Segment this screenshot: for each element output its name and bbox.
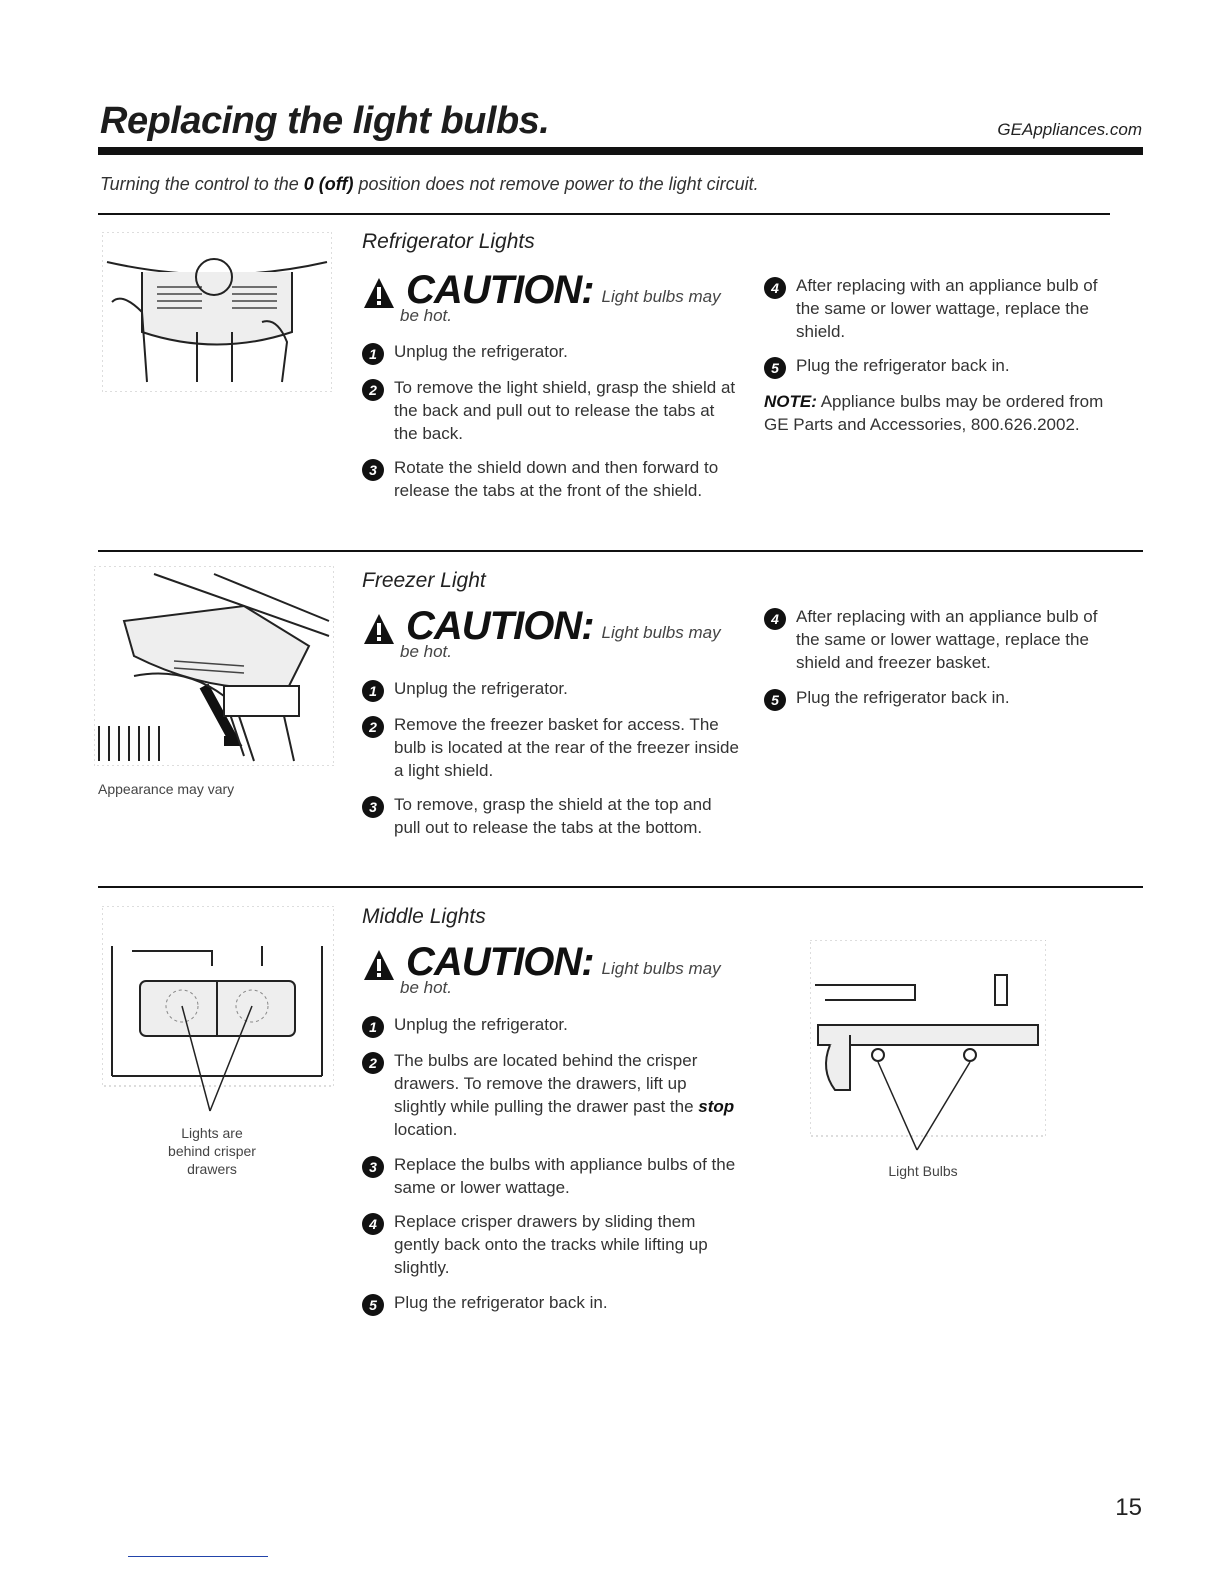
intro-text: Turning the control to the 0 (off) position does not remove power to the light circuit. bbox=[100, 174, 759, 194]
step-number-icon: 1 bbox=[362, 343, 384, 365]
refrigerator-caution-sub: be hot. bbox=[400, 306, 452, 325]
crisper-drawers-illustration bbox=[102, 906, 334, 1122]
freezer-step-5: 5 Plug the refrigerator back in. bbox=[764, 686, 1124, 711]
refrigerator-step-5: 5 Plug the refrigerator back in. bbox=[764, 354, 1124, 379]
freezer-step-3: 3 To remove, grasp the shield at the top and pull out to release the tabs at the bottom. bbox=[362, 793, 742, 839]
light-bulbs-illustration bbox=[810, 940, 1046, 1160]
intro-rule bbox=[98, 213, 1110, 215]
step-number-icon: 4 bbox=[764, 277, 786, 299]
refrigerator-lights-title: Refrigerator Lights bbox=[362, 230, 535, 253]
freezer-light-title: Freezer Light bbox=[362, 569, 486, 592]
refrigerator-caution: CAUTION: Light bulbs may bbox=[362, 270, 721, 310]
warning-triangle-icon bbox=[362, 948, 396, 982]
crisper-caption: Lights are behind crisper drawers bbox=[168, 1125, 256, 1177]
freezer-step-4: 4 After replacing with an appliance bulb of the same or lower wattage, replace the shield and freezer basket. bbox=[764, 605, 1124, 674]
freezer-step-1: 1 Unplug the refrigerator. bbox=[362, 677, 742, 702]
refrigerator-step-1: 1 Unplug the refrigerator. bbox=[362, 340, 742, 365]
middle-step-3: 3 Replace the bulbs with appliance bulbs of the same or lower wattage. bbox=[362, 1153, 742, 1199]
step-number-icon: 4 bbox=[764, 608, 786, 630]
step-number-icon: 2 bbox=[362, 379, 384, 401]
step-number-icon: 5 bbox=[764, 357, 786, 379]
site-url: GEAppliances.com bbox=[997, 120, 1142, 139]
step-number-icon: 1 bbox=[362, 680, 384, 702]
section-rule-1 bbox=[98, 550, 1143, 552]
warning-triangle-icon bbox=[362, 612, 396, 646]
freezer-caution: CAUTION: Light bulbs may bbox=[362, 606, 721, 646]
step-number-icon: 2 bbox=[362, 1052, 384, 1074]
step-number-icon: 4 bbox=[362, 1213, 384, 1235]
freezer-step-2: 2 Remove the freezer basket for access. The bulb is located at the rear of the freezer inside a light shield. bbox=[362, 713, 742, 782]
step-number-icon: 5 bbox=[764, 689, 786, 711]
freezer-light-illustration bbox=[94, 566, 334, 766]
step-number-icon: 2 bbox=[362, 716, 384, 738]
refrigerator-step-4: 4 After replacing with an appliance bulb of the same or lower wattage, replace the shield. bbox=[764, 274, 1124, 343]
refrigerator-note: NOTE: Appliance bulbs may be ordered from GE Parts and Accessories, 800.626.2002. bbox=[764, 392, 1104, 434]
middle-step-4: 4 Replace crisper drawers by sliding them gently back onto the tracks while lifting up slightly. bbox=[362, 1210, 742, 1279]
step-number-icon: 1 bbox=[362, 1016, 384, 1038]
refrigerator-step-3: 3 Rotate the shield down and then forward to release the tabs at the front of the shield. bbox=[362, 456, 742, 502]
middle-lights-title: Middle Lights bbox=[362, 905, 486, 928]
section-rule-2 bbox=[98, 886, 1143, 888]
middle-step-1: 1 Unplug the refrigerator. bbox=[362, 1013, 742, 1038]
step-number-icon: 3 bbox=[362, 459, 384, 481]
light-bulbs-caption: Light Bulbs bbox=[888, 1163, 958, 1179]
freezer-caution-sub: be hot. bbox=[400, 642, 452, 661]
step-number-icon: 5 bbox=[362, 1294, 384, 1316]
step-number-icon: 3 bbox=[362, 1156, 384, 1178]
footer-line bbox=[128, 1556, 268, 1557]
middle-step-5: 5 Plug the refrigerator back in. bbox=[362, 1291, 742, 1316]
page-title: Replacing the light bulbs. bbox=[100, 100, 550, 142]
step-number-icon: 3 bbox=[362, 796, 384, 818]
header-rule bbox=[98, 147, 1143, 155]
refrigerator-light-illustration bbox=[102, 232, 332, 392]
middle-caution: CAUTION: Light bulbs may bbox=[362, 942, 721, 982]
refrigerator-step-2: 2 To remove the light shield, grasp the shield at the back and pull out to release the tabs at the back. bbox=[362, 376, 742, 445]
page-number: 15 bbox=[1115, 1494, 1142, 1521]
middle-caution-sub: be hot. bbox=[400, 978, 452, 997]
warning-triangle-icon bbox=[362, 276, 396, 310]
middle-step-2: 2 The bulbs are located behind the crisper drawers. To remove the drawers, lift up slightly while pulling the drawer past the stop location. bbox=[362, 1049, 742, 1141]
freezer-caption: Appearance may vary bbox=[98, 781, 235, 797]
